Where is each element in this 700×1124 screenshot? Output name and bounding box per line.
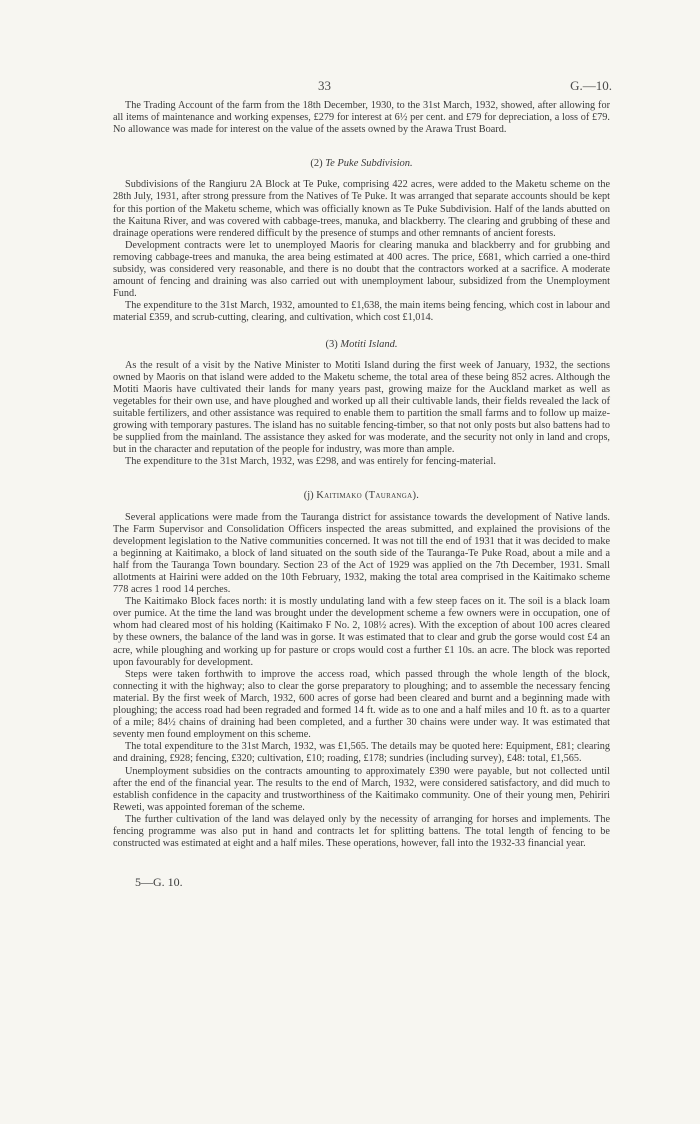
footer-signature: 5—G. 10. <box>135 875 183 890</box>
section-number: (2) <box>310 158 323 170</box>
paragraph: The total expenditure to the 31st March, 1932, was £1,565. The details may be quoted here: Equipment, £81; clearing and draining, £928; fencing, £320; cultivation, £10; roading, £178; sundries (including survey), £48: total, £1,565. <box>113 741 610 765</box>
paragraph: Subdivisions of the Rangiuru 2A Block at Te Puke, comprising 422 acres, were added to the Maketu scheme on the 28th July, 1931, after strong pressure from the Natives of Te Puke. It was arranged that separate accounts should be kept for this portion of the Maketu scheme, which was officially known as Te Puke Subdivision. Half of the lands abutted on the Kaituna River, and was covered with cabbage-trees, manuka, and blackberry. The clearing and grubbing of these and drainage operations were rendered difficult by the presence of stumps and other remnants of ancient forests. <box>113 179 610 239</box>
section-heading-motiti <box>113 339 610 351</box>
paragraph: Development contracts were let to unemployed Maoris for clearing manuka and blackberry and for grubbing and removing cabbage-trees and manuka, the area being estimated at 400 acres. The price, £681, which carried a one-third subsidy, was considered very reasonable, and there is no doubt that the contractors worked at a sacrifice. A moderate amount of fencing and draining was also carried out with unemployment labour, subsidized from the Unemployment Fund. <box>113 239 610 300</box>
document-body <box>113 100 610 888</box>
paragraph: Steps were taken forthwith to improve the access road, which passed through the whole length of the block, connecting it with the highway; also to clear the gorse preparatory to ploughing; and to assemble the necessary fencing material. By the first week of March, 1932, 600 acres of gorse had been cleared and burnt and a beginning made with ploughing; the access road had been regraded and formed 14 ft. wide as to one and a half miles and 10 ft. as to a quarter of a mile; 84½ chains of draining had been completed, and a further 30 chains were under way. It was estimated that seventy men found employment on this scheme. <box>113 668 610 741</box>
paragraph: The expenditure to the 31st March, 1932, was £298, and was entirely for fencing-material. <box>125 456 496 468</box>
section-title: Kaitimako (Tauranga). <box>316 490 420 502</box>
paragraph: The Kaitimako Block faces north: it is mostly undulating land with a few steep faces on it. The soil is a black loam over pumice. At the time the land was brought under the development scheme a few owners were in occupation, one of whom had cleared most of his holding (Kaitimako F No. 2, 108½ acres). With the exception of about 100 acres cleared by these owners, the balance of the land was in gorse. It was estimated that to clear and grub the gorse would cost £4 an acre, while ploughing and working up for pasture or crops would cost a further £1 10s. an acre. The block was reported upon favourably for development. <box>113 596 610 668</box>
section-letter: (j) <box>303 490 314 502</box>
paragraph: Unemployment subsidies on the contracts amounting to approximately £390 were payable, but not collected until after the end of the financial year. The results to the end of March, 1932, were considered satisfactory, and did much to establish confidence in the capacity and trustworthiness of the Kaitimako community. One of their young men, Pehiriri Reweti, was appointed foreman of the scheme. <box>113 765 610 813</box>
paragraph: The further cultivation of the land was delayed only by the necessity of arranging for horses and implements. The fencing programme was also put in hand and contracts let for splitting battens. The total length of fencing to be constructed was estimated at eight and a half miles. These operations, however, fall into the 1932-33 financial year. <box>113 813 610 850</box>
section-title: Motiti Island. <box>340 338 398 350</box>
paragraph: Several applications were made from the Tauranga district for assistance towards the development of Native lands. The Farm Supervisor and Consolidation Officers inspected the areas submitted, and explained the provisions of the development legislation to the Native communities concerned. It was not till the end of 1931 that it was decided to make a beginning at Kaitimako, a block of land situated on the south side of the Tauranga-Te Puke Road, about a mile and a half from the Tauranga Town boundary. Section 23 of the Act of 1929 was applied on the 7th December, 1931. Small allotments at Hairini were added on the 10th February, 1932, making the total area comprised in the Kaitimako scheme 778 acres 1 rood 14 perches. <box>113 511 610 596</box>
page-number: 33 <box>318 78 331 93</box>
section-heading-te-puke <box>113 158 610 170</box>
section-heading-kaitimako <box>113 490 610 502</box>
page-reference: G.—10. <box>570 78 612 93</box>
paragraph: The expenditure to the 31st March, 1932, amounted to £1,638, the main items being fencing, which cost in labour and material £359, and scrub-cutting, clearing, and cultivation, which cost £1,014. <box>113 300 610 324</box>
section-number: (3) <box>325 338 338 350</box>
paragraph: As the result of a visit by the Native Minister to Motiti Island during the first week of January, 1932, the sections owned by Maoris on that island were added to the Maketu scheme, the total area of these being 852 acres. Although the Motiti Maoris have cultivated their lands for many years past, growing maize for the Auckland market as well as vegetables for their own use, and have ploughed and worked up all their cultivable lands, their fields revealed the lack of suitable fertilizers, and other assistance was required to enable them to partition the small farms and to follow up maize-growing with temporary pastures. The island has no suitable fencing-timber, so that not only posts but also battens had to be supplied from the mainland. The assistance they asked for was moderate, and the security not only in land and crops, but in the character and reputation of the people for industry, was more than ample. <box>113 359 610 456</box>
intro-paragraph: The Trading Account of the farm from the 18th December, 1930, to the 31st March, 1932, showed, after allowing for all items of maintenance and working expenses, £279 for interest at 6½ per cent. and £79 for depreciation, a loss of £79. No allowance was made for interest on the value of the assets owned by the Arawa Trust Board. <box>113 100 610 136</box>
section-title: Te Puke Subdivision. <box>325 158 413 170</box>
